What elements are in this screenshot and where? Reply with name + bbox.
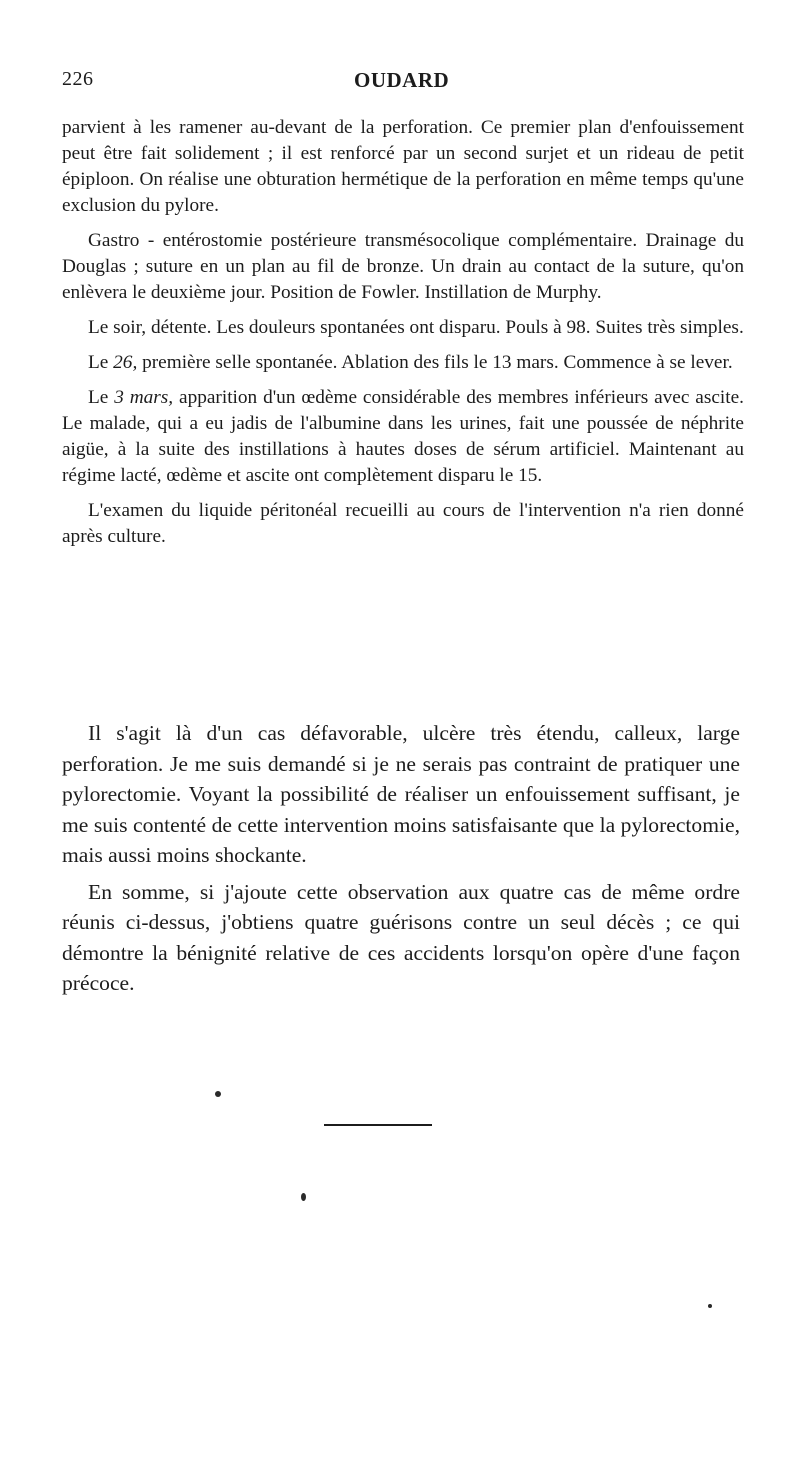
case-notes [62,115,744,559]
ink-speck [708,1304,712,1308]
case-note-paragraph: Le 26, première selle spontanée. Ablation des fils le 13 mars. Commence à se lever. [88,352,733,373]
closing-rule [324,1124,432,1126]
case-note-paragraph: parvient à les ramener au-devant de la perforation. Ce premier plan d'enfouissement peut être fait solidement ; il est renforcé par un second surjet et un rideau de petit épiploon. On réalise une obturation hermétique de la perforation en même temps qu'une exclusion du pylore. [62,117,744,216]
date-italic: 3 mars, [114,387,174,408]
ink-speck [215,1091,221,1097]
case-note-paragraph: L'examen du liquide péritonéal recueilli au cours de l'intervention n'a rien donné après culture. [62,500,744,547]
running-head: OUDARD [354,68,450,92]
case-note-paragraph: Le 3 mars, apparition d'un œdème considérable des membres inférieurs avec ascite. Le malade, qui a eu jadis de l'albumine dans les urines, fait une poussée de néphrite aigüe, à la suite des instillations à hautes doses de sérum artificiel. Maintenant au régime lacté, œdème et ascite ont complètement disparu le 15. [62,387,745,486]
commentary-paragraph: En somme, si j'ajoute cette observation aux quatre cas de même ordre réunis ci-dessus, j'obtiens quatre guérisons contre un seul décès ; ce qui démontre la bénignité relative de ces accidents lorsqu'on opère d'une façon précoce. [62,879,740,995]
ink-speck [301,1193,306,1201]
date-italic: 26, [113,352,138,373]
case-note-paragraph: Le soir, détente. Les douleurs spontanées ont disparu. Pouls à 98. Suites très simples. [88,317,744,338]
page-number: 226 [62,68,94,90]
page-header [62,68,742,98]
commentary-paragraph: Il s'agit là d'un cas défavorable, ulcère très étendu, calleux, large perforation. Je me suis demandé si je ne serais pas contraint de pratiquer une pylorectomie. Voyant la possibilité de réaliser un enfouissement suffisant, je me suis contenté de cette intervention moins satisfaisante que la pylorectomie, mais aussi moins shockante. [62,721,740,867]
commentary [62,718,740,1005]
case-note-paragraph: Gastro - entérostomie postérieure transmésocolique complémentaire. Drainage du Douglas ; suture en un plan au fil de bronze. Un drain au contact de la suture, qu'on enlèvera le deuxième jour. Position de Fowler. Instillation de Murphy. [62,230,744,303]
